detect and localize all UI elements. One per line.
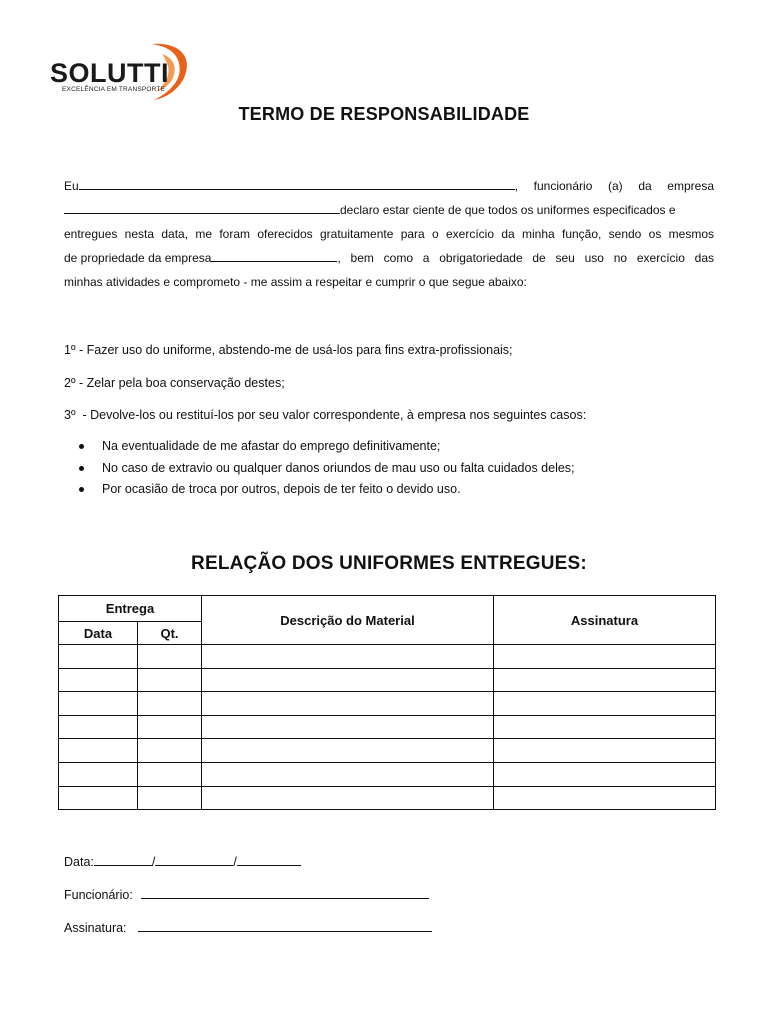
signature-header: Assinatura [494,596,716,645]
description-cell[interactable] [202,786,494,810]
month-blank[interactable] [155,853,233,866]
table-row [59,762,716,786]
table-row [59,645,716,669]
date-line [64,853,301,869]
date-cell[interactable] [59,715,138,739]
description-header: Descrição do Material [202,596,494,645]
table-header-row [59,596,716,622]
table-row [59,668,716,692]
list-item: Na eventualidade de me afastar do emprego definitivamente; [64,436,575,458]
description-cell[interactable] [202,762,494,786]
qty-cell[interactable] [138,645,202,669]
table-row [59,739,716,763]
signature-line [64,919,432,935]
description-cell[interactable] [202,645,494,669]
intro-line-3: entregues nesta data, me foram oferecidos gratuitamente para o exercício da minha função, sendo os mesmos [64,227,714,241]
date-cell[interactable] [59,668,138,692]
date-header: Data [59,622,138,645]
intro-paragraph [64,174,714,294]
intro-line1-end: , funcionário (a) da empresa [514,179,714,193]
signature-cell[interactable] [494,668,716,692]
qty-cell[interactable] [138,692,202,716]
description-cell[interactable] [202,739,494,763]
name-blank[interactable] [79,176,515,190]
qty-cell[interactable] [138,762,202,786]
signature-cell[interactable] [494,762,716,786]
date-cell[interactable] [59,762,138,786]
return-cases-list [64,436,575,501]
date-cell[interactable] [59,786,138,810]
intro-line-5: minhas atividades e comprometo - me assim a respeitar e cumprir o que segue abaixo: [64,275,527,289]
signature-cell[interactable] [494,692,716,716]
employee-label: Funcionário: [64,888,133,902]
intro-line4-start: de propriedade da empresa [64,251,212,265]
signature-cell[interactable] [494,786,716,810]
qty-cell[interactable] [138,739,202,763]
signature-label: Assinatura: [64,921,127,935]
date-cell[interactable] [59,692,138,716]
company-blank[interactable] [64,200,340,214]
description-cell[interactable] [202,715,494,739]
signature-cell[interactable] [494,739,716,763]
document-title: TERMO DE RESPONSABILIDADE [238,104,530,124]
signature-blank[interactable] [138,919,432,932]
date-cell[interactable] [59,739,138,763]
date-label: Data: [64,855,94,869]
intro-line-2 [64,198,714,222]
year-blank[interactable] [237,853,301,866]
qty-header: Qt. [138,622,202,645]
rule-2: 2º - Zelar pela boa conservação destes; [64,376,285,390]
intro-line-1 [64,174,714,198]
logo-tagline: EXCELÊNCIA EM TRANSPORTE [62,86,166,93]
list-item: Por ocasião de troca por outros, depois de ter feito o devido uso. [64,479,575,501]
intro-line2-text: declaro estar ciente de que todos os uniformes especificados e [340,203,676,217]
date-cell[interactable] [59,645,138,669]
day-blank[interactable] [94,853,152,866]
company-logo [48,40,198,102]
delivery-group-header: Entrega [59,596,202,622]
intro-line1-start: Eu [64,179,79,193]
qty-cell[interactable] [138,668,202,692]
qty-cell[interactable] [138,786,202,810]
date-separator: / [151,855,156,869]
rule-3: 3º - Devolve-los ou restituí-los por seu valor correspondente, à empresa nos seguintes casos: [64,408,587,422]
description-cell[interactable] [202,668,494,692]
signature-cell[interactable] [494,645,716,669]
employee-blank[interactable] [141,886,429,899]
intro-line4-end: , bem como a obrigatoriedade de seu uso no exercício das [337,251,714,265]
rule-1: 1º - Fazer uso do uniforme, abstendo-me de usá-los para fins extra-profissionais; [64,343,513,357]
employee-line [64,886,429,902]
signature-cell[interactable] [494,715,716,739]
table-row [59,715,716,739]
table-row [59,692,716,716]
date-separator: / [233,855,237,869]
description-cell[interactable] [202,692,494,716]
logo-wordmark: SOLUTTI [50,58,169,88]
intro-line-4 [64,246,714,270]
owner-company-blank[interactable] [211,248,337,262]
qty-cell[interactable] [138,715,202,739]
table-row [59,786,716,810]
list-item: No caso de extravio ou qualquer danos oriundos de mau uso ou falta cuidados deles; [64,458,575,480]
uniforms-table [58,595,716,810]
uniforms-table-title: RELAÇÃO DOS UNIFORMES ENTREGUES: [191,553,587,574]
